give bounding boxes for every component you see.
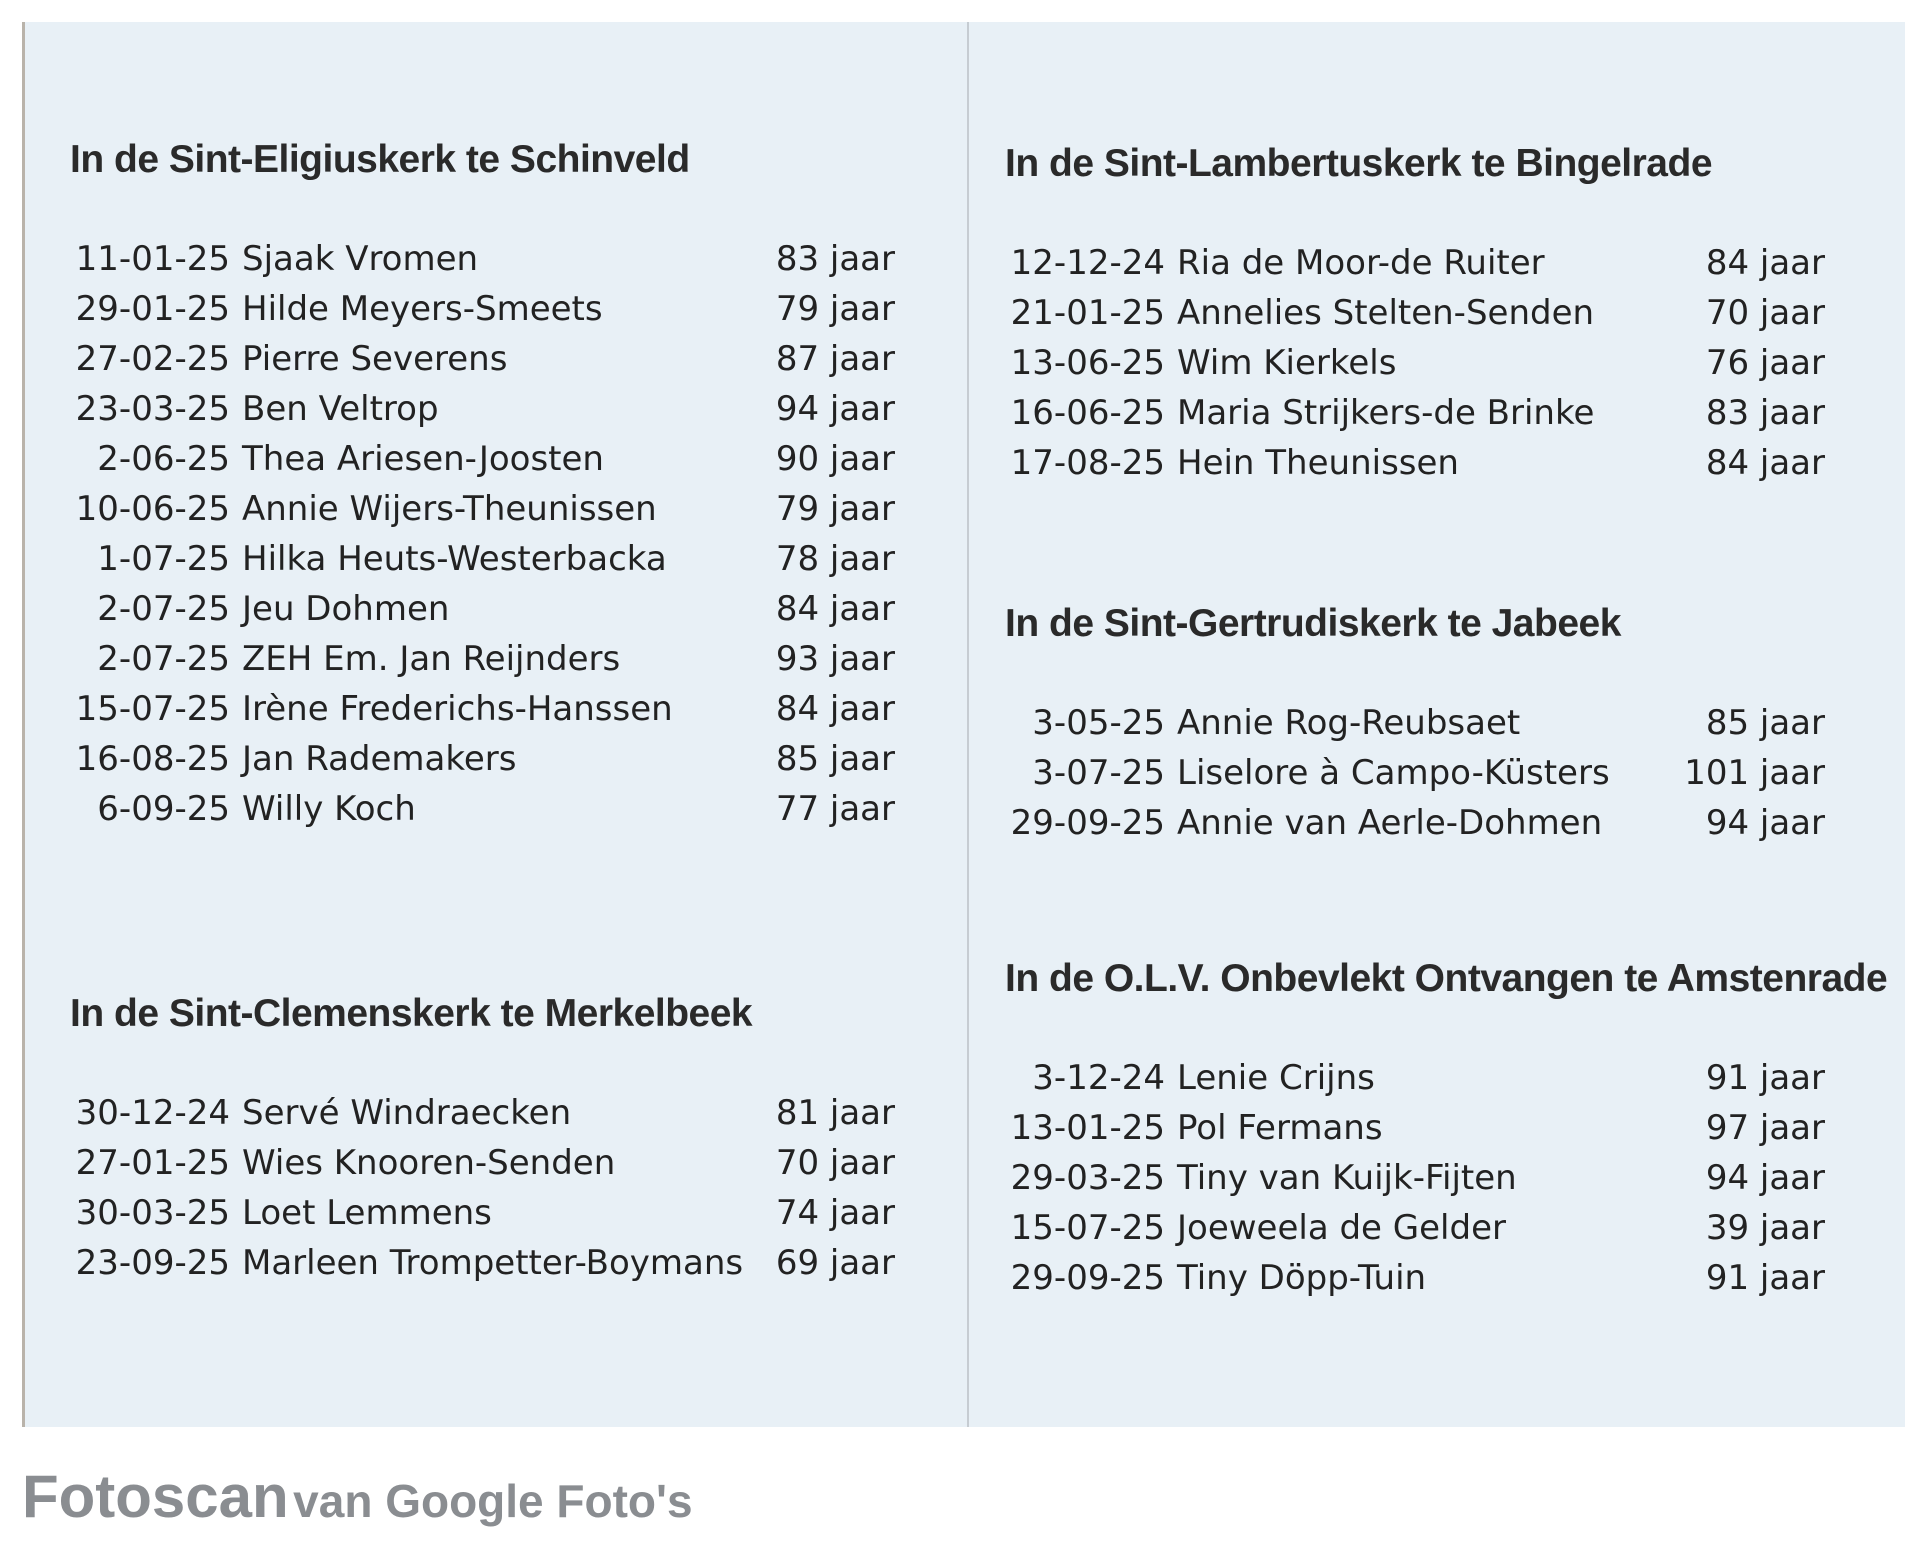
entry-name: Annelies Stelten-Senden	[1177, 293, 1595, 333]
entry-list	[1005, 238, 1825, 488]
entry-date: 3-05-25	[1032, 703, 1165, 743]
list-item	[1005, 288, 1825, 338]
entry-age: 74 jaar	[775, 1193, 895, 1233]
entry-age: 94 jaar	[1705, 1158, 1825, 1198]
entry-date: 13-01-25	[1010, 1108, 1165, 1148]
entry-name: Lenie Crijns	[1177, 1058, 1375, 1098]
entry-date: 1-07-25	[97, 539, 230, 579]
section-bingelrade	[1005, 142, 1825, 488]
section-title: In de Sint-Lambertuskerk te Bingelrade	[1005, 142, 1713, 185]
list-item	[1005, 1153, 1825, 1203]
entry-name: Sjaak Vromen	[242, 239, 479, 279]
entry-name: Thea Ariesen-Joosten	[242, 439, 604, 479]
entry-age: 79 jaar	[775, 289, 895, 329]
entry-list	[70, 234, 895, 834]
section-title: In de Sint-Clemenskerk te Merkelbeek	[70, 992, 753, 1035]
section-merkelbeek	[70, 992, 895, 1288]
list-item	[70, 1088, 895, 1138]
scanned-booklet	[22, 22, 1905, 1427]
entry-date: 6-09-25	[97, 789, 230, 829]
section-amstenrade	[1005, 957, 1887, 1303]
list-item	[70, 384, 895, 434]
list-item	[1005, 438, 1825, 488]
entry-list	[1005, 698, 1825, 848]
list-item	[70, 534, 895, 584]
entry-name: Jan Rademakers	[242, 739, 517, 779]
list-item	[70, 1238, 895, 1288]
entry-name: Annie van Aerle-Dohmen	[1177, 803, 1603, 843]
entry-date: 10-06-25	[75, 489, 230, 529]
entry-date: 11-01-25	[75, 239, 230, 279]
entry-age: 69 jaar	[775, 1243, 895, 1283]
list-item	[70, 684, 895, 734]
list-item	[1005, 1103, 1825, 1153]
entry-name: Irène Frederichs-Hanssen	[242, 689, 673, 729]
entry-name: Pierre Severens	[242, 339, 508, 379]
entry-age: 101 jaar	[1684, 753, 1825, 793]
list-item	[70, 784, 895, 834]
entry-age: 78 jaar	[775, 539, 895, 579]
entry-age: 77 jaar	[775, 789, 895, 829]
entry-age: 91 jaar	[1705, 1058, 1825, 1098]
entry-name: Ria de Moor-de Ruiter	[1177, 243, 1545, 283]
list-item	[1005, 1203, 1825, 1253]
entry-name: ZEH Em. Jan Reijnders	[242, 639, 621, 679]
entry-name: Hein Theunissen	[1177, 443, 1459, 483]
entry-name: Hilde Meyers-Smeets	[242, 289, 603, 329]
entry-age: 90 jaar	[775, 439, 895, 479]
section-title: In de Sint-Eligiuskerk te Schinveld	[70, 138, 690, 181]
entry-age: 83 jaar	[775, 239, 895, 279]
entry-date: 30-12-24	[75, 1093, 230, 1133]
entry-age: 84 jaar	[1705, 243, 1825, 283]
entry-name: Wim Kierkels	[1177, 343, 1397, 383]
entry-date: 2-06-25	[97, 439, 230, 479]
entry-date: 16-06-25	[1010, 393, 1165, 433]
entry-date: 3-12-24	[1032, 1058, 1165, 1098]
entry-age: 39 jaar	[1705, 1208, 1825, 1248]
section-schinveld	[70, 138, 895, 834]
entry-age: 97 jaar	[1705, 1108, 1825, 1148]
entry-date: 12-12-24	[1010, 243, 1165, 283]
list-item	[70, 1138, 895, 1188]
list-item	[1005, 238, 1825, 288]
entry-date: 27-02-25	[75, 339, 230, 379]
entry-date: 23-09-25	[75, 1243, 230, 1283]
list-item	[1005, 698, 1825, 748]
entry-list	[1005, 1053, 1887, 1303]
entry-name: Pol Fermans	[1177, 1108, 1383, 1148]
entry-date: 23-03-25	[75, 389, 230, 429]
entry-age: 84 jaar	[775, 689, 895, 729]
entry-date: 17-08-25	[1010, 443, 1165, 483]
list-item	[1005, 1253, 1825, 1303]
section-title: In de O.L.V. Onbevlekt Ontvangen te Amstenrade	[1005, 957, 1888, 1000]
entry-name: Annie Wijers-Theunissen	[242, 489, 657, 529]
entry-name: Jeu Dohmen	[242, 589, 450, 629]
entry-name: Liselore à Campo-Küsters	[1177, 753, 1610, 793]
entry-name: Joeweela de Gelder	[1177, 1208, 1506, 1248]
entry-date: 15-07-25	[1010, 1208, 1165, 1248]
entry-age: 70 jaar	[1705, 293, 1825, 333]
entry-name: Wies Knooren-Senden	[242, 1143, 616, 1183]
entry-date: 29-01-25	[75, 289, 230, 329]
list-item	[70, 434, 895, 484]
entry-name: Annie Rog-Reubsaet	[1177, 703, 1521, 743]
page-fold	[967, 22, 969, 1427]
caption-rest: van Google Foto's	[293, 1475, 693, 1527]
list-item	[1005, 798, 1825, 848]
entry-date: 29-09-25	[1010, 803, 1165, 843]
list-item	[70, 334, 895, 384]
list-item	[1005, 338, 1825, 388]
section-jabeek	[1005, 602, 1825, 848]
entry-age: 93 jaar	[775, 639, 895, 679]
list-item	[70, 484, 895, 534]
list-item	[1005, 388, 1825, 438]
list-item	[70, 284, 895, 334]
entry-age: 91 jaar	[1705, 1258, 1825, 1298]
list-item	[70, 634, 895, 684]
entry-date: 2-07-25	[97, 639, 230, 679]
entry-age: 85 jaar	[775, 739, 895, 779]
photo-caption	[22, 1462, 693, 1531]
entry-age: 84 jaar	[1705, 443, 1825, 483]
entry-date: 29-09-25	[1010, 1258, 1165, 1298]
entry-age: 83 jaar	[1705, 393, 1825, 433]
list-item	[1005, 1053, 1825, 1103]
entry-name: Willy Koch	[242, 789, 416, 829]
entry-age: 85 jaar	[1705, 703, 1825, 743]
entry-name: Tiny Döpp-Tuin	[1177, 1258, 1427, 1298]
entry-age: 87 jaar	[775, 339, 895, 379]
list-item	[70, 734, 895, 784]
entry-name: Servé Windraecken	[242, 1093, 572, 1133]
entry-age: 94 jaar	[1705, 803, 1825, 843]
entry-name: Maria Strijkers-de Brinke	[1177, 393, 1595, 433]
entry-age: 76 jaar	[1705, 343, 1825, 383]
entry-date: 16-08-25	[75, 739, 230, 779]
entry-date: 15-07-25	[75, 689, 230, 729]
entry-age: 79 jaar	[775, 489, 895, 529]
entry-name: Marleen Trompetter-Boymans	[242, 1243, 744, 1283]
section-title: In de Sint-Gertrudiskerk te Jabeek	[1005, 602, 1621, 645]
entry-name: Tiny van Kuijk-Fijten	[1177, 1158, 1517, 1198]
entry-date: 2-07-25	[97, 589, 230, 629]
entry-age: 84 jaar	[775, 589, 895, 629]
entry-name: Ben Veltrop	[242, 389, 439, 429]
list-item	[70, 234, 895, 284]
entry-age: 70 jaar	[775, 1143, 895, 1183]
list-item	[1005, 748, 1825, 798]
entry-name: Hilka Heuts-Westerbacka	[242, 539, 667, 579]
list-item	[70, 1188, 895, 1238]
entry-date: 29-03-25	[1010, 1158, 1165, 1198]
entry-date: 27-01-25	[75, 1143, 230, 1183]
list-item	[70, 584, 895, 634]
entry-date: 13-06-25	[1010, 343, 1165, 383]
entry-date: 30-03-25	[75, 1193, 230, 1233]
entry-date: 21-01-25	[1010, 293, 1165, 333]
entry-date: 3-07-25	[1032, 753, 1165, 793]
caption-brand: Fotoscan	[22, 1463, 289, 1530]
entry-age: 94 jaar	[775, 389, 895, 429]
entry-list	[70, 1088, 895, 1288]
entry-name: Loet Lemmens	[242, 1193, 492, 1233]
entry-age: 81 jaar	[775, 1093, 895, 1133]
